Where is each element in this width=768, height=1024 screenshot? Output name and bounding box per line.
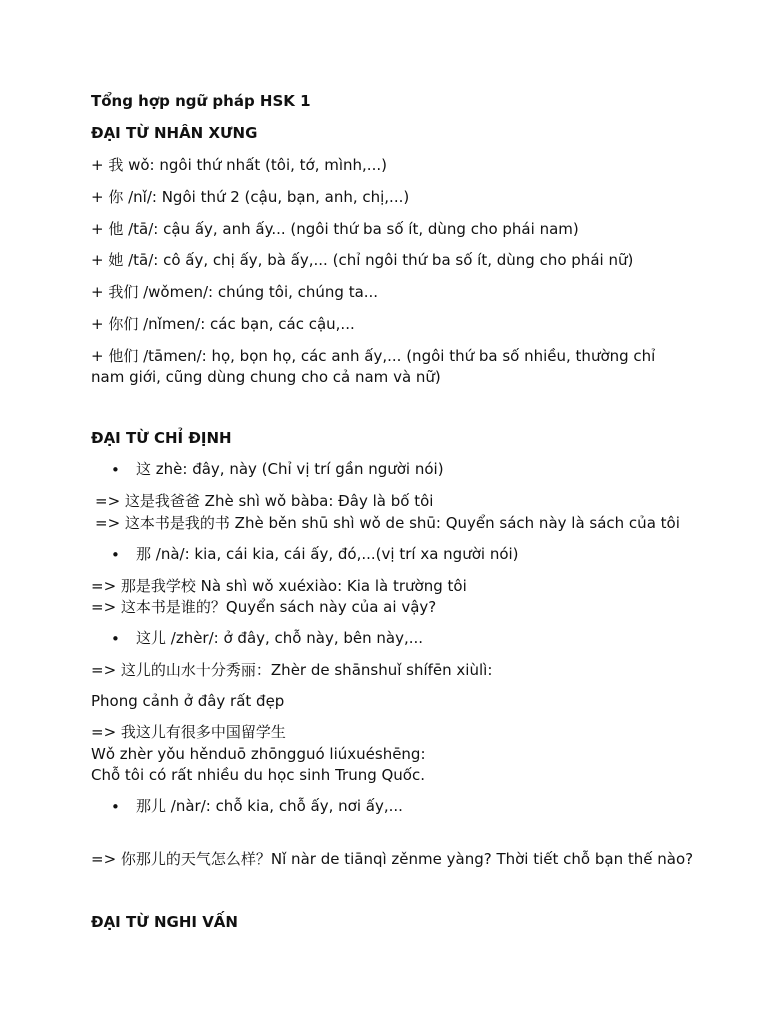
- example-zhe-2: => 这本书是我的书 Zhè běn shū shì wǒ de shū: Quyển sách này là sách của tôi: [95, 514, 680, 532]
- example-zhe-1: => 这是我爸爸 Zhè shì wǒ bàba: Đây là bố tôi: [95, 492, 434, 510]
- bullet-icon: •: [111, 461, 120, 479]
- example-zher-2-pinyin: Wǒ zhèr yǒu hěnduō zhōngguó liúxuéshēng:: [91, 745, 426, 763]
- example-na-1: => 那是我学校 Nà shì wǒ xuéxiào: Kia là trường tôi: [91, 577, 467, 595]
- bullet-icon: •: [111, 546, 120, 564]
- section-heading-personal-pronouns: ĐẠI TỪ NHÂN XƯNG: [91, 124, 258, 142]
- pronoun-line-ni: + 你 /nǐ/: Ngôi thứ 2 (cậu, bạn, anh, chị,...): [91, 188, 410, 206]
- example-nar-1: => 你那儿的天气怎么样？Nǐ nàr de tiānqì zěnme yàng? Thời tiết chỗ bạn thế nào?: [91, 850, 694, 868]
- pronoun-line-ta-female: + 她 /tā/: cô ấy, chị ấy, bà ấy,... (chỉ ngôi thứ ba số ít, dùng cho phái nữ): [91, 251, 634, 269]
- example-zher-1-translation: Phong cảnh ở đây rất đẹp: [91, 692, 285, 710]
- pronoun-line-women: + 我们 /wǒmen/: chúng tôi, chúng ta...: [91, 283, 379, 301]
- list-item-zher: 这儿 /zhèr/: ở đây, chỗ này, bên này,...: [136, 629, 424, 647]
- pronoun-line-ta-male: + 他 /tā/: cậu ấy, anh ấy... (ngôi thứ ba số ít, dùng cho phái nam): [91, 220, 579, 238]
- example-zher-1: => 这儿的山水十分秀丽：Zhèr de shānshuǐ shífēn xiùlì:: [91, 661, 493, 679]
- section-heading-demonstrative: ĐẠI TỪ CHỈ ĐỊNH: [91, 429, 232, 447]
- example-zher-2: => 我这儿有很多中国留学生: [91, 723, 286, 741]
- bullet-icon: •: [111, 630, 120, 648]
- list-item-zhe: 这 zhè: đây, này (Chỉ vị trí gần người nói): [136, 460, 444, 478]
- bullet-icon: •: [111, 798, 120, 816]
- pronoun-line-wo: + 我 wǒ: ngôi thứ nhất (tôi, tớ, mình,...): [91, 156, 387, 174]
- example-na-2: => 这本书是谁的？Quyển sách này của ai vậy?: [91, 598, 437, 616]
- document-title: Tổng hợp ngữ pháp HSK 1: [91, 92, 311, 110]
- example-zher-2-translation: Chỗ tôi có rất nhiều du học sinh Trung Quốc.: [91, 766, 425, 784]
- list-item-na: 那 /nà/: kia, cái kia, cái ấy, đó,...(vị trí xa người nói): [136, 545, 519, 563]
- list-item-nar: 那儿 /nàr/: chỗ kia, chỗ ấy, nơi ấy,...: [136, 797, 403, 815]
- section-heading-interrogative: ĐẠI TỪ NGHI VẤN: [91, 913, 238, 931]
- pronoun-line-tamen: + 他们 /tāmen/: họ, bọn họ, các anh ấy,... (ngôi thứ ba số nhiều, thường chỉ: [91, 347, 656, 365]
- pronoun-line-tamen-cont: nam giới, cũng dùng chung cho cả nam và nữ): [91, 368, 441, 386]
- pronoun-line-nimen: + 你们 /nǐmen/: các bạn, các cậu,...: [91, 315, 355, 333]
